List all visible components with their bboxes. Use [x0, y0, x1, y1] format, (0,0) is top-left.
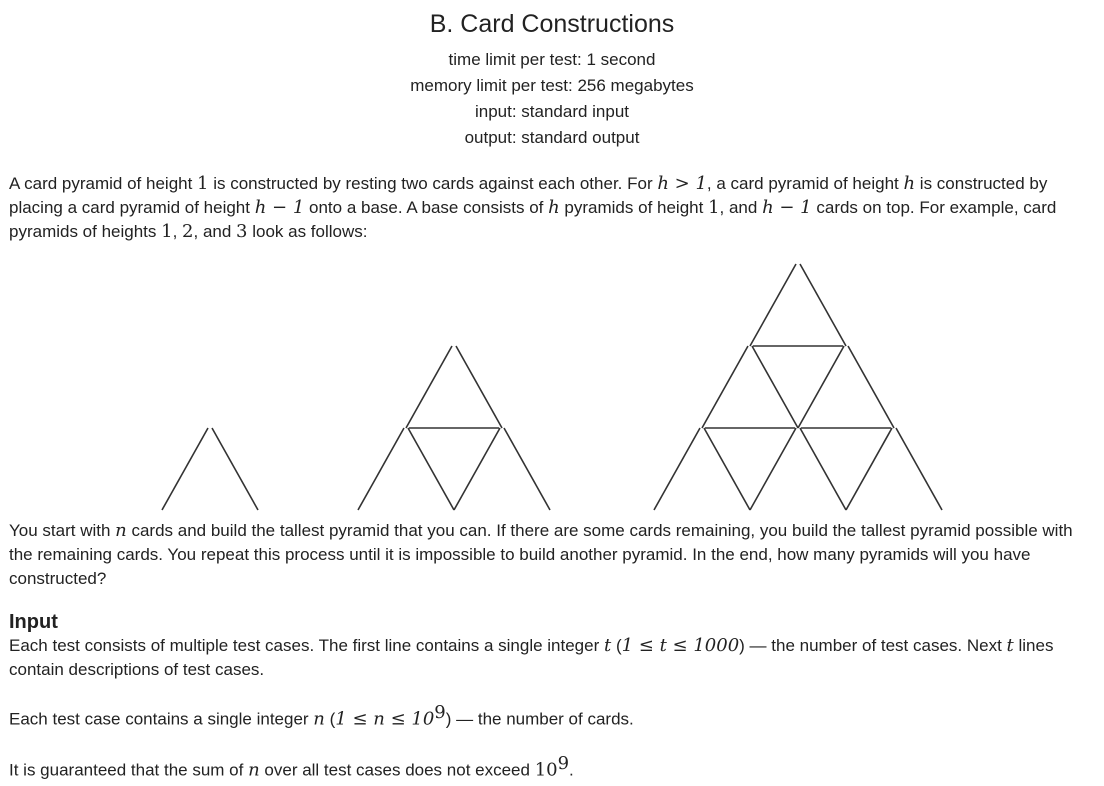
output-spec: output: standard output — [464, 128, 640, 147]
text: is constructed by placing a card pyramid of height — [9, 174, 1048, 217]
card-left — [750, 264, 796, 346]
text: , a card pyramid of height — [706, 174, 904, 193]
text: ( — [611, 636, 622, 655]
card-right — [800, 428, 846, 510]
text: A card pyramid of height — [9, 174, 198, 193]
card-left — [798, 346, 844, 428]
math: h — [903, 173, 916, 194]
text: , and — [193, 222, 237, 241]
input-paragraph-1 — [9, 634, 1095, 682]
problem-limits — [0, 47, 1104, 151]
math: h — [548, 197, 560, 218]
pyramid-height-1 — [162, 428, 258, 510]
card-left — [846, 428, 892, 510]
math: 1 — [197, 173, 209, 194]
text: ) — the number of test cases. Next — [739, 636, 1007, 655]
text: Each test consists of multiple test cases. The first line contains a single integer — [9, 636, 604, 655]
card-right — [704, 428, 750, 510]
math: h > 1 — [657, 173, 707, 194]
card-left — [454, 428, 500, 510]
card-right — [456, 346, 502, 428]
input-spec: input: standard input — [474, 102, 630, 121]
math-exponent: 9 — [557, 752, 570, 774]
card-left — [702, 346, 748, 428]
text: cards and build the tallest pyramid that you can. If there are some cards remaining, you build the tallest pyramid possible with the remaining cards. You repeat this process until it is impossible to build another pyramid. In the end, how many pyramids will you have constructed? — [9, 521, 1073, 588]
text: ( — [324, 709, 336, 729]
problem-header — [0, 0, 1104, 151]
time-limit: time limit per test: 1 second — [448, 50, 656, 69]
card-right — [800, 264, 846, 346]
card-left — [358, 428, 404, 510]
card-left — [406, 346, 452, 428]
text: lines contain descriptions of test cases. — [9, 636, 1054, 679]
card-right — [848, 346, 894, 428]
text: It is guaranteed that the sum of — [9, 760, 249, 780]
math: 3 — [236, 221, 248, 242]
card-right — [504, 428, 550, 510]
input-paragraph-3 — [9, 752, 1095, 783]
statement-paragraph-1 — [9, 172, 1095, 244]
math: 10 — [534, 759, 558, 781]
pyramid-figure — [0, 258, 1104, 520]
math: 2 — [182, 221, 194, 242]
input-section-title: Input — [9, 611, 58, 633]
text: . — [569, 760, 574, 780]
math: 1 ≤ t ≤ 1000 — [621, 635, 740, 656]
pyramid-height-2 — [358, 346, 550, 510]
math: 1 ≤ n ≤ 10 — [335, 708, 435, 730]
math: n — [115, 520, 127, 541]
math: 1 — [161, 221, 173, 242]
card-right — [752, 346, 798, 428]
text: , and — [719, 198, 763, 217]
text: over all test cases does not exceed — [259, 760, 535, 780]
text: Each test case contains a single integer — [9, 709, 314, 729]
math: t — [1006, 635, 1014, 656]
math: n — [313, 708, 325, 730]
math: 1 — [708, 197, 720, 218]
text: is constructed by resting two cards against each other. For — [208, 174, 658, 193]
card-right — [896, 428, 942, 510]
math: h − 1 — [762, 197, 812, 218]
problem-title: B. Card Constructions — [429, 10, 675, 38]
memory-limit: memory limit per test: 256 megabytes — [410, 76, 694, 95]
card-right — [408, 428, 454, 510]
card-left — [654, 428, 700, 510]
card-left — [750, 428, 796, 510]
statement-paragraph-2 — [9, 519, 1095, 591]
card-right — [212, 428, 258, 510]
text: cards on top. For example, card pyramids of heights — [9, 198, 1057, 241]
math: n — [248, 759, 260, 781]
text: You start with — [9, 521, 116, 540]
text: onto a base. A base consists of — [304, 198, 549, 217]
math-exponent: 9 — [434, 702, 446, 723]
input-section — [0, 610, 1104, 782]
text: ) — the number of cards. — [445, 709, 634, 729]
text: look as follows: — [247, 222, 368, 241]
text: pyramids of height — [559, 198, 709, 217]
card-left — [162, 428, 208, 510]
pyramid-height-3 — [654, 264, 942, 510]
text: , — [172, 222, 183, 241]
math: t — [603, 635, 612, 656]
input-paragraph-2 — [9, 701, 1095, 732]
math: h − 1 — [254, 197, 305, 218]
